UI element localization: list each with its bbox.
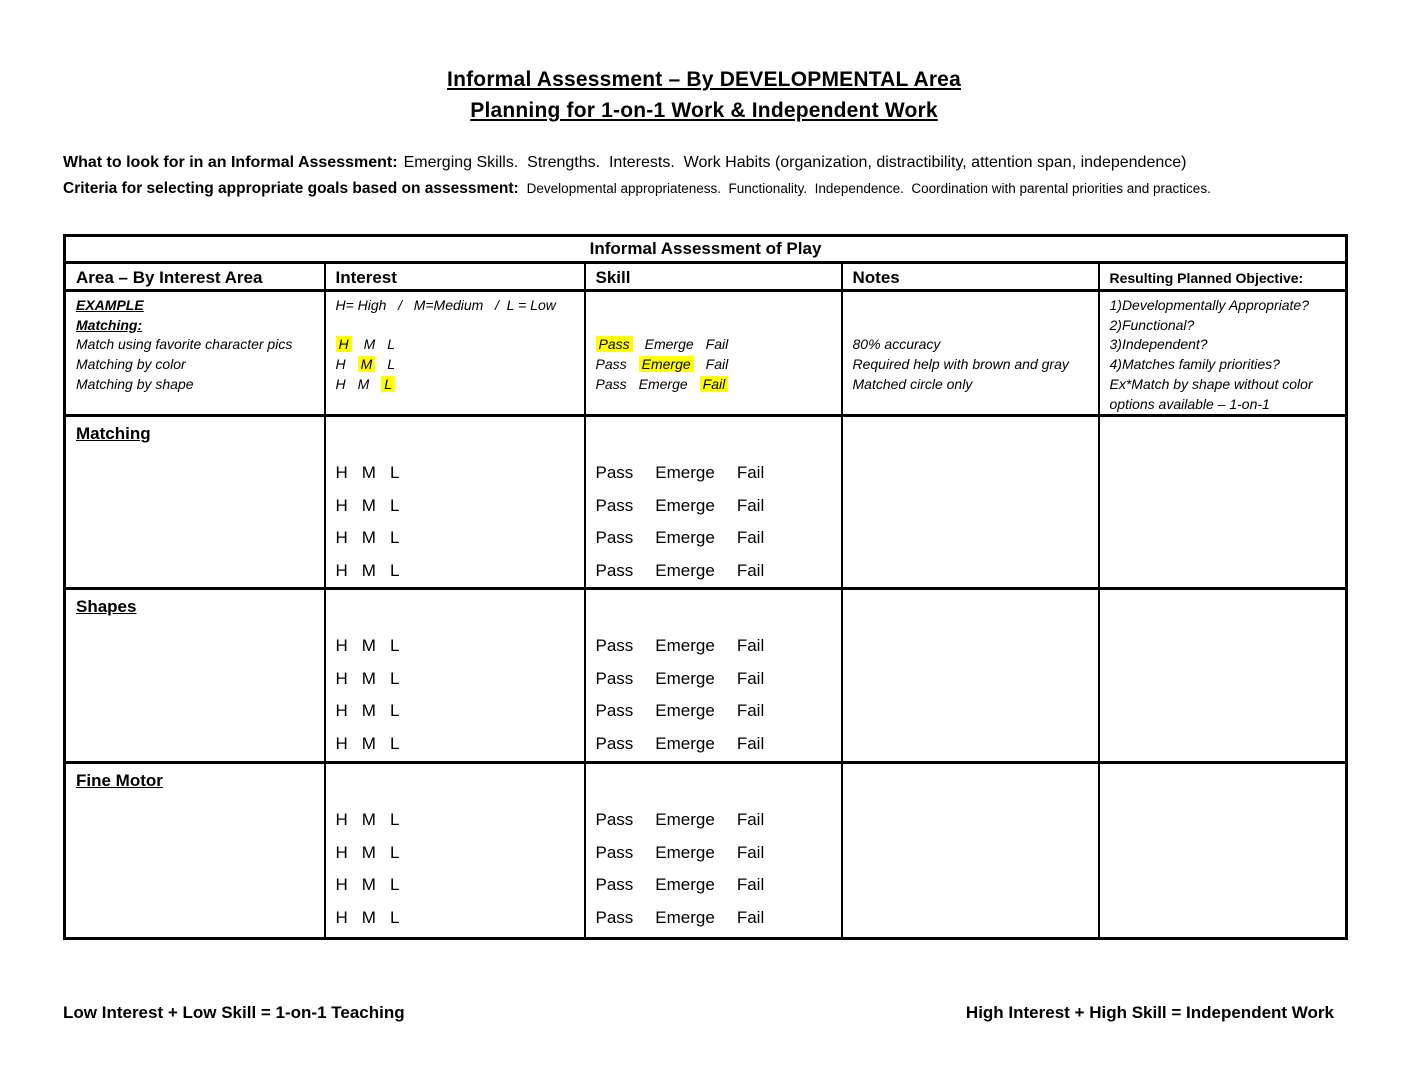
interest-rating-line xyxy=(336,869,584,902)
objective-question: 3)Independent? xyxy=(1109,336,1208,353)
skill-rating-lines xyxy=(586,804,841,934)
interest-rating-lines xyxy=(326,457,584,587)
skill-option-emerge: Emerge xyxy=(655,733,715,753)
interest-option-l: L xyxy=(389,733,400,753)
interest-option-h: H xyxy=(335,701,348,721)
skill-rating-line xyxy=(596,663,841,696)
skill-option-emerge: Emerge xyxy=(655,875,715,895)
interest-option-h: H xyxy=(335,463,348,483)
table-title-row xyxy=(65,236,1347,263)
interest-option-h: H xyxy=(335,733,348,753)
skill-rating-lines xyxy=(586,457,841,587)
skill-option-fail: Fail xyxy=(736,701,765,721)
section-label-shapes: Shapes xyxy=(76,597,137,617)
interest-option-m: M xyxy=(358,356,376,372)
interest-option-l: L xyxy=(389,668,400,688)
intro-look-for-line xyxy=(63,150,1348,176)
skill-rating-line xyxy=(596,804,841,837)
footer-high-rule: High Interest + High Skill = Independent Work xyxy=(965,1003,1334,1022)
skill-option-emerge: Emerge xyxy=(655,463,715,483)
interest-option-m: M xyxy=(361,560,376,580)
interest-option-h: H xyxy=(335,636,348,656)
interest-rating-line xyxy=(336,555,584,588)
skill-option-emerge: Emerge xyxy=(655,810,715,830)
skill-rating-line xyxy=(596,555,841,588)
interest-option-m: M xyxy=(361,842,376,862)
interest-option-h: H xyxy=(336,336,352,352)
section-interest-cell xyxy=(325,589,585,763)
document-subtitle: Planning for 1-on-1 Work & Independent Work xyxy=(470,99,938,122)
skill-rating-line xyxy=(596,522,841,555)
interest-rating-lines xyxy=(326,804,584,934)
skill-rating-line xyxy=(596,457,841,490)
skill-option-emerge: Emerge xyxy=(655,495,715,515)
interest-option-l: L xyxy=(389,560,400,580)
skill-option-emerge: Emerge xyxy=(655,907,715,927)
skill-rating-line xyxy=(596,869,841,902)
intro-criteria-text: Developmental appropriateness. Functionality. Independence. Coordination with parental priorities and practices. xyxy=(526,181,1211,196)
footer-low-rule: Low Interest + Low Skill = 1-on-1 Teaching xyxy=(63,1003,405,1022)
skill-option-fail: Fail xyxy=(705,356,729,373)
example-row xyxy=(65,291,1347,416)
skill-option-emerge: Emerge xyxy=(655,528,715,548)
skill-option-emerge: Emerge xyxy=(655,668,715,688)
example-area-item: Match using favorite character pics xyxy=(76,336,293,353)
interest-option-h: H xyxy=(335,356,346,373)
skill-option-fail: Fail xyxy=(705,336,729,353)
example-skill-line xyxy=(596,355,833,375)
section-interest-cell xyxy=(325,763,585,939)
interest-option-l: L xyxy=(389,875,400,895)
intro-look-for-text: Emerging Skills. Strengths. Interests. Work Habits (organization, distractibility, attention span, independence) xyxy=(403,154,1187,171)
footer-legend xyxy=(63,1003,1334,1023)
column-header-area: Area – By Interest Area xyxy=(65,263,325,291)
example-area-item: Matching by shape xyxy=(76,375,194,392)
skill-option-pass: Pass xyxy=(595,907,634,927)
section-label-matching: Matching xyxy=(76,424,151,444)
interest-option-m: M xyxy=(361,463,376,483)
interest-option-m: M xyxy=(361,636,376,656)
interest-option-l: L xyxy=(387,336,396,353)
skill-option-emerge: Emerge xyxy=(644,336,694,353)
section-objective-cell xyxy=(1099,589,1347,763)
skill-option-pass: Pass xyxy=(595,701,634,721)
section-objective-cell xyxy=(1099,416,1347,589)
assessment-table xyxy=(63,234,1348,940)
skill-option-pass: Pass xyxy=(595,636,634,656)
section-area-cell xyxy=(65,589,325,763)
section-area-cell xyxy=(65,763,325,939)
interest-rating-lines xyxy=(326,630,584,760)
skill-rating-lines xyxy=(586,630,841,760)
table-title: Informal Assessment of Play xyxy=(65,236,1347,263)
skill-option-fail: Fail xyxy=(736,842,765,862)
example-objective-cell xyxy=(1099,291,1347,416)
skill-option-pass: Pass xyxy=(595,810,634,830)
example-notes-cell xyxy=(842,291,1099,416)
interest-rating-line xyxy=(336,902,584,935)
interest-option-m: M xyxy=(357,375,370,392)
example-interest-line xyxy=(336,375,576,395)
skill-rating-line xyxy=(596,630,841,663)
skill-option-emerge: Emerge xyxy=(639,356,694,372)
skill-option-emerge: Emerge xyxy=(655,636,715,656)
section-area-cell xyxy=(65,416,325,589)
interest-option-h: H xyxy=(335,875,348,895)
interest-rating-line xyxy=(336,837,584,870)
skill-option-fail: Fail xyxy=(736,875,765,895)
skill-option-pass: Pass xyxy=(595,560,634,580)
section-row-fine-motor xyxy=(65,763,1347,939)
interest-option-l: L xyxy=(389,463,400,483)
section-row-shapes xyxy=(65,589,1347,763)
interest-option-l: L xyxy=(389,810,400,830)
example-area-item: Matching by color xyxy=(76,356,186,373)
objective-question: 2)Functional? xyxy=(1109,316,1195,333)
example-notes-lines xyxy=(853,335,1090,394)
interest-option-l: L xyxy=(381,376,395,392)
example-interest-line xyxy=(336,335,576,355)
section-interest-cell xyxy=(325,416,585,589)
skill-option-pass: Pass xyxy=(595,375,627,392)
objective-question: 1)Developmentally Appropriate? xyxy=(1109,297,1309,313)
skill-rating-line xyxy=(596,837,841,870)
interest-option-m: M xyxy=(361,528,376,548)
section-skill-cell xyxy=(585,416,842,589)
skill-option-pass: Pass xyxy=(596,336,633,352)
intro-paragraph xyxy=(63,150,1348,202)
interest-option-l: L xyxy=(387,356,396,373)
skill-rating-line xyxy=(596,490,841,523)
example-skill-cell xyxy=(585,291,842,416)
skill-option-fail: Fail xyxy=(736,810,765,830)
interest-option-m: M xyxy=(361,668,376,688)
column-header-objective: Resulting Planned Objective: xyxy=(1099,263,1347,291)
skill-option-fail: Fail xyxy=(736,560,765,580)
skill-option-fail: Fail xyxy=(736,528,765,548)
example-skill-lines xyxy=(596,335,833,394)
section-skill-cell xyxy=(585,589,842,763)
skill-option-emerge: Emerge xyxy=(638,375,688,392)
interest-option-m: M xyxy=(361,810,376,830)
interest-option-h: H xyxy=(335,560,348,580)
section-notes-cell xyxy=(842,589,1099,763)
table-header-row xyxy=(65,263,1347,291)
skill-option-fail: Fail xyxy=(736,668,765,688)
skill-option-pass: Pass xyxy=(595,875,634,895)
interest-rating-line xyxy=(336,804,584,837)
interest-option-l: L xyxy=(389,495,400,515)
column-header-interest: Interest xyxy=(325,263,585,291)
column-header-notes: Notes xyxy=(842,263,1099,291)
intro-criteria-label: Criteria for selecting appropriate goals based on assessment: xyxy=(63,180,519,197)
interest-rating-line xyxy=(336,695,584,728)
example-note: Required help with brown and gray xyxy=(852,356,1069,373)
interest-option-m: M xyxy=(363,336,376,353)
interest-option-h: H xyxy=(335,810,348,830)
interest-option-h: H xyxy=(335,375,346,392)
interest-option-m: M xyxy=(361,495,376,515)
interest-option-l: L xyxy=(389,636,400,656)
skill-option-emerge: Emerge xyxy=(655,701,715,721)
interest-option-m: M xyxy=(361,701,376,721)
skill-option-fail: Fail xyxy=(736,495,765,515)
skill-option-fail: Fail xyxy=(736,733,765,753)
interest-option-h: H xyxy=(335,668,348,688)
interest-rating-line xyxy=(336,522,584,555)
interest-rating-line xyxy=(336,728,584,761)
example-interest-cell xyxy=(325,291,585,416)
skill-option-pass: Pass xyxy=(595,463,634,483)
document-header xyxy=(0,64,1408,126)
example-interest-lines xyxy=(336,335,576,394)
skill-rating-line xyxy=(596,695,841,728)
section-objective-cell xyxy=(1099,763,1347,939)
interest-option-m: M xyxy=(361,733,376,753)
skill-rating-line xyxy=(596,902,841,935)
interest-rating-line xyxy=(336,490,584,523)
example-skill-line xyxy=(596,375,833,395)
skill-option-pass: Pass xyxy=(595,842,634,862)
interest-option-h: H xyxy=(335,842,348,862)
section-skill-cell xyxy=(585,763,842,939)
skill-option-pass: Pass xyxy=(595,733,634,753)
example-area-cell xyxy=(65,291,325,416)
interest-option-l: L xyxy=(389,701,400,721)
interest-option-l: L xyxy=(389,907,400,927)
skill-option-emerge: Emerge xyxy=(655,842,715,862)
interest-option-h: H xyxy=(335,528,348,548)
skill-option-fail: Fail xyxy=(700,376,729,392)
objective-example: Ex*Match by shape without color options available – 1-on-1 xyxy=(1109,375,1313,412)
section-row-matching xyxy=(65,416,1347,589)
skill-option-fail: Fail xyxy=(736,463,765,483)
section-notes-cell xyxy=(842,763,1099,939)
skill-option-emerge: Emerge xyxy=(655,560,715,580)
skill-option-pass: Pass xyxy=(595,495,634,515)
example-area-subheading: Matching: xyxy=(76,316,143,333)
section-label-fine-motor: Fine Motor xyxy=(76,771,163,791)
skill-rating-line xyxy=(596,728,841,761)
interest-rating-line xyxy=(336,457,584,490)
document-title: Informal Assessment – By DEVELOPMENTAL Area xyxy=(447,68,961,91)
skill-option-pass: Pass xyxy=(595,356,627,373)
interest-rating-line xyxy=(336,663,584,696)
intro-criteria-line xyxy=(63,176,1348,202)
intro-look-for-label: What to look for in an Informal Assessment: xyxy=(63,154,398,171)
skill-option-pass: Pass xyxy=(595,528,634,548)
example-area-heading: EXAMPLE xyxy=(76,297,144,313)
example-skill-line xyxy=(596,335,833,355)
skill-option-fail: Fail xyxy=(736,636,765,656)
interest-rating-line xyxy=(336,630,584,663)
interest-option-h: H xyxy=(335,907,348,927)
skill-option-fail: Fail xyxy=(736,907,765,927)
example-interest-line xyxy=(336,355,576,375)
interest-option-h: H xyxy=(335,495,348,515)
interest-option-m: M xyxy=(361,907,376,927)
column-header-skill: Skill xyxy=(585,263,842,291)
interest-option-l: L xyxy=(389,528,400,548)
section-notes-cell xyxy=(842,416,1099,589)
example-note: Matched circle only xyxy=(852,375,973,392)
objective-question: 4)Matches family priorities? xyxy=(1109,356,1280,373)
interest-legend: H= High / M=Medium / L = Low xyxy=(335,297,556,313)
skill-option-pass: Pass xyxy=(595,668,634,688)
interest-option-m: M xyxy=(361,875,376,895)
interest-option-l: L xyxy=(389,842,400,862)
example-note: 80% accuracy xyxy=(852,336,941,353)
